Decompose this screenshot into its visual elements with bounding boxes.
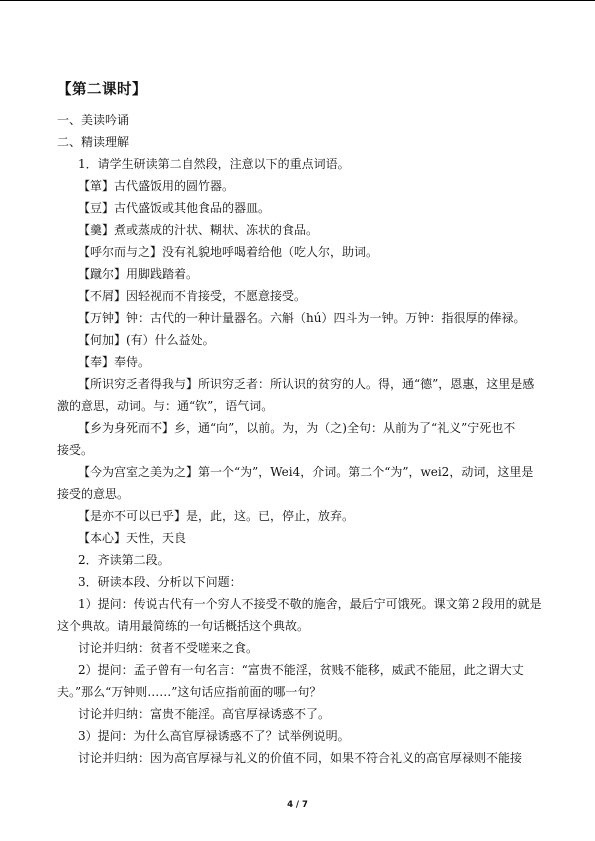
vocab-entry-continued: 接受。 — [57, 443, 94, 457]
question-text-continued: 夫。”那么“万钟则……”这句话应指前面的哪一句？ — [57, 685, 322, 699]
question-text: 2）提问：孟子曾有一句名言：“富贵不能淫，贫贱不能移，威武不能屈，此之谓大丈 — [78, 663, 524, 677]
heading-close-reading: 二、精读理解 — [57, 135, 130, 149]
answer-text: 讨论并归纳：富贵不能淫。高官厚禄诱惑不了。 — [78, 707, 331, 721]
section-title: 【第二课时】 — [57, 82, 147, 98]
list-item: 1．请学生研读第二自然段，注意以下的重点词语。 — [78, 157, 350, 171]
vocab-entry: 【不屑】因轻视而不肯接受，不愿意接受。 — [78, 289, 307, 303]
vocab-entry: 【呼尔而与之】没有礼貌地呼喝着给他（吃人尔，助词。 — [78, 245, 379, 259]
question-text: 3）提问：为什么高官厚禄诱惑不了？试举例说明。 — [78, 729, 350, 743]
vocab-entry: 【所识穷乏者得我与】所识穷乏者：所认识的贫穷的人。得，通“德”，恩惠，这里是感 — [78, 377, 535, 391]
vocab-entry: 【箪】古代盛饭用的圆竹器。 — [78, 179, 235, 193]
answer-text: 讨论并归纳：贫者不受嗟来之食。 — [78, 641, 259, 655]
vocab-entry: 【何加】(有）什么益处。 — [78, 333, 215, 347]
vocab-entry: 【今为宫室之美为之】第一个“为”，Wei4，介词。第二个“为”，wei2，动词，这里是 — [78, 465, 534, 479]
vocab-entry: 【豆】古代盛饭或其他食品的器皿。 — [78, 201, 271, 215]
page-number: 4 / 7 — [287, 800, 308, 810]
list-item: 3．研读本段、分析以下问题： — [78, 575, 242, 589]
question-text: 1）提问：传说古代有一个穷人不接受不敬的施舍，最后宁可饿死。课文第２段用的就是 — [78, 597, 542, 611]
vocab-entry: 【本心】天性，天良 — [78, 531, 187, 545]
vocab-entry: 【万钟】钟：古代的一种计量器名。六斛（hú）四斗为一钟。万钟：指很厚的俸禄。 — [78, 311, 526, 325]
vocab-entry-continued: 激的意思，动词。与：通“钦”，语气词。 — [57, 399, 274, 413]
heading-reading-aloud: 一、美读吟诵 — [57, 113, 130, 127]
vocab-entry: 【奉】奉侍。 — [78, 355, 151, 369]
vocab-entry-continued: 接受的意思。 — [57, 487, 130, 501]
answer-text: 讨论并归纳：因为高官厚禄与礼义的价值不同，如果不符合礼义的高官厚禄则不能接 — [78, 751, 523, 765]
vocab-entry: 【是亦不可以已乎】是，此，这。已，停止，放弃。 — [78, 509, 355, 523]
vocab-entry: 【乡为身死而不】乡，通“向”，以前。为，为（之)全句：从前为了“礼义”宁死也不 — [78, 421, 516, 435]
vocab-entry: 【羹】煮或蒸成的汁状、糊状、冻状的食品。 — [78, 223, 319, 237]
question-text-continued: 这个典故。请用最简练的一句话概括这个典故。 — [57, 619, 310, 633]
list-item: 2．齐读第二段。 — [78, 553, 170, 567]
vocab-entry: 【蹴尔】用脚践踏着。 — [78, 267, 199, 281]
